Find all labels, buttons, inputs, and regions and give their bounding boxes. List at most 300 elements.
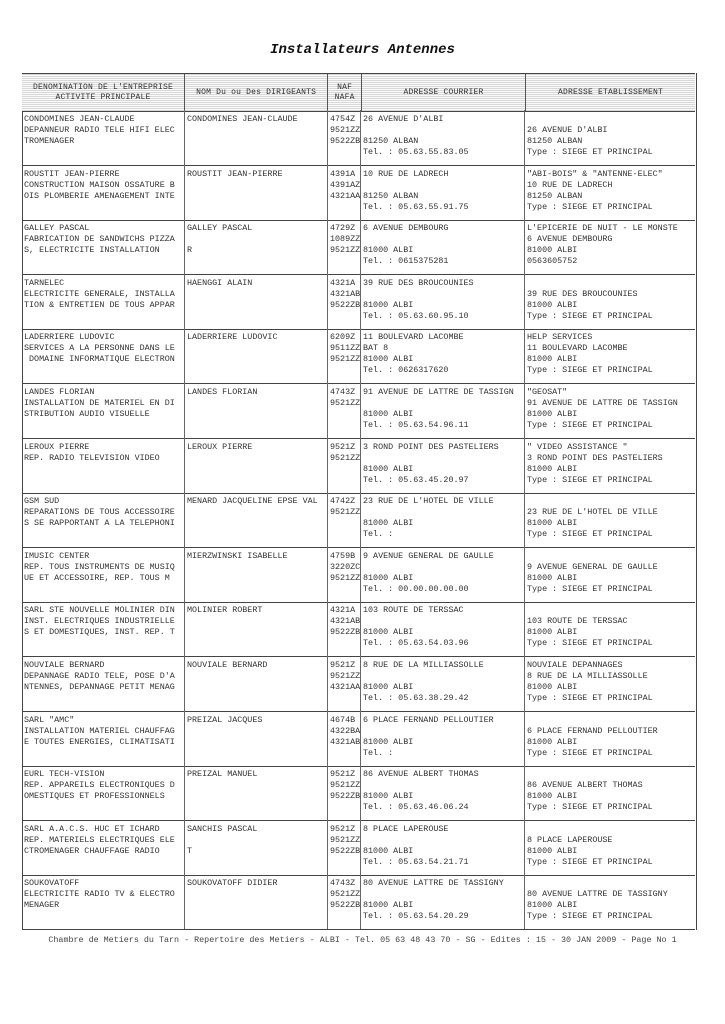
cell-line: 81000 ALBI bbox=[527, 245, 578, 256]
cell-line: S ET DOMESTIQUES, INST. REP. T bbox=[24, 627, 175, 638]
cell-line: 81000 ALBI bbox=[363, 409, 414, 419]
table-row bbox=[22, 547, 695, 603]
entreprise-cell bbox=[22, 274, 185, 329]
cell-line: EURL TECH-VISION bbox=[24, 769, 105, 780]
cell-line: Type : SIEGE ET PRINCIPAL bbox=[527, 802, 653, 813]
cell-line bbox=[24, 365, 184, 376]
cell-line: Type : SIEGE ET PRINCIPAL bbox=[527, 747, 653, 758]
cell-line bbox=[363, 835, 524, 846]
cell-line: 0563605752 bbox=[527, 256, 578, 267]
table-row bbox=[22, 165, 695, 221]
cell-line: 9521ZZ bbox=[330, 507, 361, 518]
cell-line: Type : SIEGE ET PRINCIPAL bbox=[527, 365, 653, 376]
naf-cell bbox=[328, 601, 361, 656]
establishment-address-cell bbox=[525, 219, 695, 274]
cell-line: ELECTRICITE RADIO TV & ELECTRO bbox=[24, 889, 175, 900]
table-row bbox=[22, 874, 695, 930]
cell-line: 39 RUE DES BROUCOUNIES bbox=[363, 277, 474, 288]
cell-line bbox=[187, 900, 327, 911]
cell-line: BAT 8 bbox=[363, 343, 389, 354]
leaders-cell bbox=[185, 328, 328, 383]
cell-line bbox=[363, 507, 524, 518]
cell-line: REP. APPAREILS ELECTRONIQUES D bbox=[24, 780, 175, 791]
cell-line bbox=[527, 551, 695, 562]
cell-line: Tel. : 05.63.54.96.11 bbox=[363, 420, 469, 430]
cell-line: 9521ZZ bbox=[330, 572, 361, 583]
cell-line: 80 AVENUE LATTRE DE TASSIGNY bbox=[527, 889, 668, 900]
cell-line: SARL "AMC" bbox=[24, 714, 75, 725]
cell-line bbox=[330, 147, 360, 158]
cell-line: 10 RUE DE LADRECH bbox=[527, 179, 613, 190]
naf-cell bbox=[328, 492, 361, 547]
cell-line: "GEOSAT" bbox=[527, 387, 568, 397]
cell-line bbox=[24, 529, 184, 540]
cell-line bbox=[24, 638, 184, 649]
cell-line: INSTALLATION DE MATERIEL EN DI bbox=[24, 398, 175, 408]
cell-line bbox=[24, 147, 184, 158]
cell-line: 10 RUE DE LADRECH bbox=[363, 168, 449, 179]
mail-address-cell bbox=[361, 656, 525, 711]
cell-line: 4321AB bbox=[330, 736, 361, 747]
cell-line: OMESTIQUES ET PROFESSIONNELS bbox=[24, 791, 165, 802]
cell-line: CTROMENAGER CHAUFFAGE RADIO bbox=[24, 845, 160, 856]
cell-line: 81000 ALBI bbox=[527, 791, 578, 802]
cell-line bbox=[330, 802, 360, 813]
establishment-address-cell bbox=[525, 492, 695, 547]
cell-line: 9521ZZ bbox=[330, 889, 361, 900]
cell-line: 23 RUE DE L'HOTEL DE VILLE bbox=[363, 496, 494, 507]
cell-line: FABRICATION DE SANDWICHS PIZZA bbox=[24, 234, 175, 245]
cell-line: 4391AZ bbox=[330, 179, 361, 190]
table-row bbox=[22, 711, 695, 767]
cell-line: SOUKOVATOFF bbox=[24, 878, 80, 889]
cell-line: 81000 ALBI bbox=[363, 845, 414, 856]
cell-line: Tel. : bbox=[363, 747, 394, 758]
cell-line bbox=[330, 857, 360, 868]
cell-line: 26 AVENUE D'ALBI bbox=[363, 114, 444, 124]
header-mail-address-label: ADRESSE COURRIER bbox=[403, 87, 484, 97]
header-establishment-address bbox=[526, 74, 695, 111]
cell-line: 4321AA bbox=[330, 190, 361, 201]
cell-line bbox=[363, 726, 524, 737]
page-footer: Chambre de Metiers du Tarn - Repertoire des Metiers - ALBI - Tel. 05 63 48 43 70 - SG - Edites : 15 - 30 JAN 2009 - Page No 1 bbox=[48, 935, 677, 945]
cell-line: S, ELECTRICITE INSTALLATION bbox=[24, 245, 160, 256]
cell-line bbox=[527, 278, 695, 289]
header-nafa-label: NAFA bbox=[334, 92, 355, 102]
cell-line: 103 ROUTE DE TERSSAC bbox=[363, 605, 464, 616]
header-denomination-label: DENOMINATION DE L'ENTREPRISE bbox=[33, 82, 174, 92]
cell-line bbox=[330, 911, 360, 922]
cell-line: 81000 ALBI bbox=[363, 245, 414, 256]
cell-line: SARL A.A.C.S. HUC ET ICHARD bbox=[24, 823, 160, 834]
cell-line: Type : SIEGE ET PRINCIPAL bbox=[527, 147, 653, 157]
naf-cell bbox=[328, 765, 361, 820]
cell-line: 9521ZZ bbox=[330, 671, 361, 681]
leaders-cell bbox=[185, 492, 328, 547]
cell-line: 81000 ALBI bbox=[527, 354, 578, 365]
cell-line bbox=[187, 300, 327, 311]
cell-line bbox=[24, 256, 184, 267]
cell-line: 9 AVENUE GENERAL DE GAULLE bbox=[363, 550, 494, 561]
cell-line bbox=[187, 616, 327, 627]
cell-line: DOMAINE INFORMATIQUE ELECTRON bbox=[24, 354, 175, 365]
cell-line bbox=[187, 147, 327, 158]
establishment-address-cell bbox=[525, 438, 695, 493]
cell-line bbox=[187, 453, 327, 464]
cell-line: 9511ZZ bbox=[330, 343, 361, 354]
cell-line bbox=[187, 737, 327, 748]
leaders-cell bbox=[185, 765, 328, 820]
cell-line bbox=[363, 289, 524, 300]
header-naf-label: NAF bbox=[337, 82, 353, 92]
cell-line bbox=[187, 191, 327, 202]
mail-address-cell bbox=[361, 383, 525, 438]
cell-line: 26 AVENUE D'ALBI bbox=[527, 125, 608, 135]
naf-cell bbox=[328, 165, 361, 220]
cell-line: 81000 ALBI bbox=[527, 682, 578, 692]
cell-line bbox=[24, 693, 184, 704]
cell-line bbox=[187, 889, 327, 900]
entreprise-cell bbox=[22, 438, 185, 493]
cell-line: 4321AA bbox=[330, 682, 361, 692]
cell-line: 9521ZZ bbox=[330, 780, 361, 791]
mail-address-cell bbox=[361, 165, 525, 220]
cell-line: OIS PLOMBERIE AMENAGEMENT INTE bbox=[24, 190, 175, 201]
cell-line: 91 AVENUE DE LATTRE DE TASSIGN bbox=[363, 387, 514, 397]
cell-line bbox=[330, 584, 360, 595]
entreprise-cell bbox=[22, 110, 185, 165]
cell-line bbox=[187, 289, 327, 300]
cell-line bbox=[187, 464, 327, 475]
leaders-cell bbox=[185, 711, 328, 766]
table-row bbox=[22, 219, 695, 275]
cell-line: Tel. : 0615375281 bbox=[363, 256, 449, 267]
table-row bbox=[22, 110, 695, 166]
cell-line: 81250 ALBAN bbox=[363, 136, 419, 146]
cell-line: TARNELEC bbox=[24, 277, 65, 288]
cell-line bbox=[187, 420, 327, 431]
cell-line bbox=[363, 889, 524, 900]
cell-line bbox=[187, 365, 327, 376]
cell-line: ROUSTIT JEAN-PIERRE bbox=[24, 168, 120, 179]
cell-line: STRIBUTION AUDIO VISUELLE bbox=[24, 409, 150, 419]
cell-line: 81000 ALBI bbox=[363, 572, 414, 583]
cell-line: 8 PLACE LAPEROUSE bbox=[527, 834, 613, 845]
table-row bbox=[22, 492, 695, 548]
mail-address-cell bbox=[361, 547, 525, 602]
cell-line bbox=[363, 180, 524, 191]
table-row bbox=[22, 656, 695, 712]
cell-line bbox=[330, 311, 360, 322]
cell-line: 81000 ALBI bbox=[527, 299, 578, 310]
cell-line: Tel. : 05.63.55.91.75 bbox=[363, 201, 469, 212]
cell-line bbox=[330, 256, 360, 267]
leaders-cell bbox=[185, 110, 328, 165]
cell-line: CONDOMINES JEAN-CLAUDE bbox=[187, 114, 298, 124]
cell-line: 9522ZB bbox=[330, 136, 361, 146]
cell-line bbox=[330, 464, 360, 475]
cell-line: 9522ZB bbox=[330, 791, 361, 802]
naf-cell bbox=[328, 219, 361, 274]
page-title: Installateurs Antennes bbox=[270, 42, 455, 58]
establishment-address-cell bbox=[525, 274, 695, 329]
cell-line: 4743Z bbox=[330, 387, 356, 397]
cell-line: GSM SUD bbox=[24, 496, 60, 507]
entreprise-cell bbox=[22, 874, 185, 929]
cell-line bbox=[187, 518, 327, 529]
cell-line: 9 AVENUE GENERAL DE GAULLE bbox=[527, 561, 658, 572]
cell-line bbox=[24, 584, 184, 595]
cell-line: E TOUTES ENERGIES, CLIMATISATI bbox=[24, 736, 175, 747]
cell-line: SOUKOVATOFF DIDIER bbox=[187, 878, 278, 889]
cell-line bbox=[330, 365, 360, 376]
cell-line bbox=[330, 202, 360, 213]
cell-line bbox=[187, 802, 327, 813]
cell-line: 6 AVENUE DEMBOURG bbox=[527, 234, 613, 245]
cell-line bbox=[187, 475, 327, 486]
cell-line: MOLINIER ROBERT bbox=[187, 605, 263, 616]
cell-line bbox=[187, 671, 327, 682]
cell-line: Type : SIEGE ET PRINCIPAL bbox=[527, 693, 653, 703]
cell-line: L'EPICERIE DE NUIT - LE MONSTE bbox=[527, 223, 678, 234]
cell-line: 23 RUE DE L'HOTEL DE VILLE bbox=[527, 507, 658, 518]
cell-line: Type : SIEGE ET PRINCIPAL bbox=[527, 420, 653, 430]
header-denomination bbox=[22, 74, 185, 111]
cell-line bbox=[330, 409, 360, 420]
cell-line: 4321AB bbox=[330, 288, 361, 299]
cell-line: 81000 ALBI bbox=[527, 518, 578, 529]
leaders-cell bbox=[185, 547, 328, 602]
cell-line: NOUVIALE BERNARD bbox=[187, 660, 268, 670]
cell-line: 81000 ALBI bbox=[527, 900, 578, 911]
cell-line: LANDES FLORIAN bbox=[187, 387, 258, 397]
mail-address-cell bbox=[361, 274, 525, 329]
header-naf bbox=[328, 74, 362, 111]
cell-line: 4743Z bbox=[330, 878, 356, 889]
establishment-address-cell bbox=[525, 601, 695, 656]
cell-line: 6 PLACE FERNAND PELLOUTIER bbox=[363, 714, 494, 725]
cell-line: 3 ROND POINT DES PASTELIERS bbox=[363, 441, 499, 452]
cell-line bbox=[363, 780, 524, 791]
cell-line: 81250 ALBAN bbox=[363, 190, 419, 201]
entreprise-cell bbox=[22, 492, 185, 547]
cell-line: NTENNES, DEPANNAGE PETIT MENAG bbox=[24, 682, 175, 692]
entreprise-cell bbox=[22, 820, 185, 875]
cell-line: 81250 ALBAN bbox=[527, 190, 583, 201]
cell-line: Type : SIEGE ET PRINCIPAL bbox=[527, 911, 653, 922]
cell-line: NOUVIALE BERNARD bbox=[24, 660, 105, 670]
cell-line bbox=[24, 802, 184, 813]
cell-line: 1089ZZ bbox=[330, 234, 361, 245]
establishment-address-cell bbox=[525, 328, 695, 383]
entreprise-cell bbox=[22, 547, 185, 602]
cell-line: 81000 ALBI bbox=[527, 845, 578, 856]
cell-line bbox=[363, 234, 524, 245]
leaders-cell bbox=[185, 656, 328, 711]
cell-line: DEPANNEUR RADIO TELE HIFI ELEC bbox=[24, 125, 175, 135]
cell-line bbox=[187, 791, 327, 802]
cell-line: 4754Z bbox=[330, 114, 356, 124]
cell-line: LADERRIERE LUDOVIC bbox=[187, 332, 278, 343]
cell-line: 9521Z bbox=[330, 823, 356, 834]
cell-line bbox=[330, 693, 360, 704]
cell-line bbox=[24, 202, 184, 213]
cell-line: PREIZAL JACQUES bbox=[187, 714, 263, 725]
cell-line bbox=[24, 420, 184, 431]
cell-line: 4742Z bbox=[330, 496, 356, 507]
cell-line: REP. TOUS INSTRUMENTS DE MUSIQ bbox=[24, 561, 175, 572]
cell-line: ELECTRICITE GENERALE, INSTALLA bbox=[24, 288, 175, 299]
cell-line: HELP SERVICES bbox=[527, 332, 593, 343]
entreprise-cell bbox=[22, 656, 185, 711]
entreprise-cell bbox=[22, 383, 185, 438]
cell-line bbox=[527, 824, 695, 835]
cell-line: R bbox=[187, 245, 193, 256]
cell-line: 11 BOULEVARD LACOMBE bbox=[363, 332, 464, 343]
cell-line: 9521ZZ bbox=[330, 245, 361, 256]
cell-line: HAENGGI ALAIN bbox=[187, 277, 253, 288]
cell-line bbox=[527, 605, 695, 616]
leaders-cell bbox=[185, 820, 328, 875]
cell-line: Type : SIEGE ET PRINCIPAL bbox=[527, 583, 653, 594]
naf-cell bbox=[328, 656, 361, 711]
cell-line: 9521ZZ bbox=[330, 398, 361, 408]
cell-line bbox=[187, 202, 327, 213]
cell-line bbox=[330, 638, 360, 649]
cell-line: CONSTRUCTION MAISON OSSATURE B bbox=[24, 179, 175, 190]
cell-line: SANCHIS PASCAL bbox=[187, 823, 258, 834]
leaders-cell bbox=[185, 874, 328, 929]
table-row bbox=[22, 274, 695, 330]
table-row bbox=[22, 328, 695, 384]
cell-line: Type : SIEGE ET PRINCIPAL bbox=[527, 529, 653, 540]
cell-line: LEROUX PIERRE bbox=[187, 441, 253, 452]
cell-line: Tel. : 05.63.54.20.29 bbox=[363, 911, 469, 922]
cell-line bbox=[24, 311, 184, 322]
cell-line: 6 AVENUE DEMBOURG bbox=[363, 223, 449, 234]
cell-line: 9521ZZ bbox=[330, 452, 361, 463]
cell-line: " VIDEO ASSISTANCE " bbox=[527, 441, 628, 452]
cell-line bbox=[527, 114, 695, 125]
naf-cell bbox=[328, 274, 361, 329]
cell-line bbox=[363, 453, 524, 464]
cell-line: 81000 ALBI bbox=[363, 518, 414, 529]
cell-line: SERVICES A LA PERSONNE DANS LE bbox=[24, 343, 175, 354]
cell-line bbox=[187, 234, 327, 245]
entreprise-cell bbox=[22, 219, 185, 274]
cell-line: 6 PLACE FERNAND PELLOUTIER bbox=[527, 725, 658, 736]
cell-line: UE ET ACCESSOIRE, REP. TOUS M bbox=[24, 572, 170, 583]
cell-line: 81000 ALBI bbox=[363, 791, 414, 802]
cell-line: 9522ZB bbox=[330, 845, 361, 856]
naf-cell bbox=[328, 874, 361, 929]
cell-line bbox=[187, 857, 327, 868]
cell-line: 81000 ALBI bbox=[363, 299, 414, 310]
table-row bbox=[22, 765, 695, 821]
cell-line bbox=[330, 518, 360, 529]
cell-line bbox=[187, 398, 327, 409]
establishment-address-cell bbox=[525, 547, 695, 602]
cell-line: REPARATIONS DE TOUS ACCESSOIRE bbox=[24, 507, 175, 518]
cell-line bbox=[187, 584, 327, 595]
cell-line: 4322BA bbox=[330, 725, 361, 736]
mail-address-cell bbox=[361, 110, 525, 165]
cell-line: Tel. : 0626317620 bbox=[363, 365, 449, 376]
cell-line: Tel. : 05.63.54.03.96 bbox=[363, 638, 469, 649]
cell-line: 4391A bbox=[330, 168, 356, 179]
cell-line bbox=[363, 125, 524, 136]
cell-line: Tel. : 05.63.38.29.42 bbox=[363, 693, 469, 703]
cell-line: 8 RUE DE LA MILLIASSOLLE bbox=[363, 660, 484, 670]
cell-line: 11 BOULEVARD LACOMBE bbox=[527, 343, 628, 354]
cell-line bbox=[527, 769, 695, 780]
cell-line: 9522ZB bbox=[330, 627, 361, 638]
cell-line bbox=[363, 616, 524, 627]
cell-line bbox=[24, 464, 184, 475]
cell-line: REP. MATERIELS ELECTRIQUES ELE bbox=[24, 834, 175, 845]
cell-line: 81000 ALBI bbox=[363, 354, 414, 365]
cell-line bbox=[187, 835, 327, 846]
establishment-address-cell bbox=[525, 165, 695, 220]
mail-address-cell bbox=[361, 820, 525, 875]
cell-line: Tel. : 05.63.45.20.97 bbox=[363, 474, 469, 485]
cell-line: 4674B bbox=[330, 714, 356, 725]
cell-line: DEPANNAGE RADIO TELE, POSE D'A bbox=[24, 671, 175, 681]
cell-line: Tel. : 05.63.46.06.24 bbox=[363, 802, 469, 813]
mail-address-cell bbox=[361, 874, 525, 929]
cell-line: GALLEY PASCAL bbox=[187, 223, 253, 234]
header-mail-address bbox=[362, 74, 526, 111]
entreprise-cell bbox=[22, 711, 185, 766]
cell-line bbox=[187, 409, 327, 420]
establishment-address-cell bbox=[525, 874, 695, 929]
cell-line: 81000 ALBI bbox=[363, 627, 414, 638]
cell-line: 4759B bbox=[330, 550, 356, 561]
cell-line: Tel. : 05.63.55.83.05 bbox=[363, 147, 469, 157]
cell-line bbox=[187, 311, 327, 322]
leaders-cell bbox=[185, 165, 328, 220]
entreprise-cell bbox=[22, 165, 185, 220]
cell-line: 9521ZZ bbox=[330, 125, 361, 135]
cell-line bbox=[187, 638, 327, 649]
cell-line: 9522ZB bbox=[330, 900, 361, 911]
cell-line: 6209Z bbox=[330, 332, 356, 343]
cell-line bbox=[187, 627, 327, 638]
cell-line: 8 RUE DE LA MILLIASSOLLE bbox=[527, 671, 648, 681]
entreprise-cell bbox=[22, 328, 185, 383]
mail-address-cell bbox=[361, 438, 525, 493]
cell-line bbox=[187, 180, 327, 191]
header-activity-label: ACTIVITE PRINCIPALE bbox=[55, 92, 151, 102]
mail-address-cell bbox=[361, 219, 525, 274]
cell-line bbox=[330, 420, 360, 431]
cell-line bbox=[187, 780, 327, 791]
naf-cell bbox=[328, 820, 361, 875]
naf-cell bbox=[328, 383, 361, 438]
cell-line: 4321AB bbox=[330, 616, 361, 627]
cell-line bbox=[187, 562, 327, 573]
cell-line: 4321A bbox=[330, 277, 356, 288]
cell-line bbox=[187, 726, 327, 737]
naf-cell bbox=[328, 110, 361, 165]
mail-address-cell bbox=[361, 711, 525, 766]
cell-line bbox=[187, 256, 327, 267]
cell-line: 86 AVENUE ALBERT THOMAS bbox=[363, 769, 479, 780]
cell-line: Tel. : 05.63.54.21.71 bbox=[363, 856, 469, 867]
cell-line bbox=[24, 748, 184, 759]
cell-line: 9522ZB bbox=[330, 299, 361, 310]
cell-line: Tel. : 05.63.60.95.10 bbox=[363, 310, 469, 321]
